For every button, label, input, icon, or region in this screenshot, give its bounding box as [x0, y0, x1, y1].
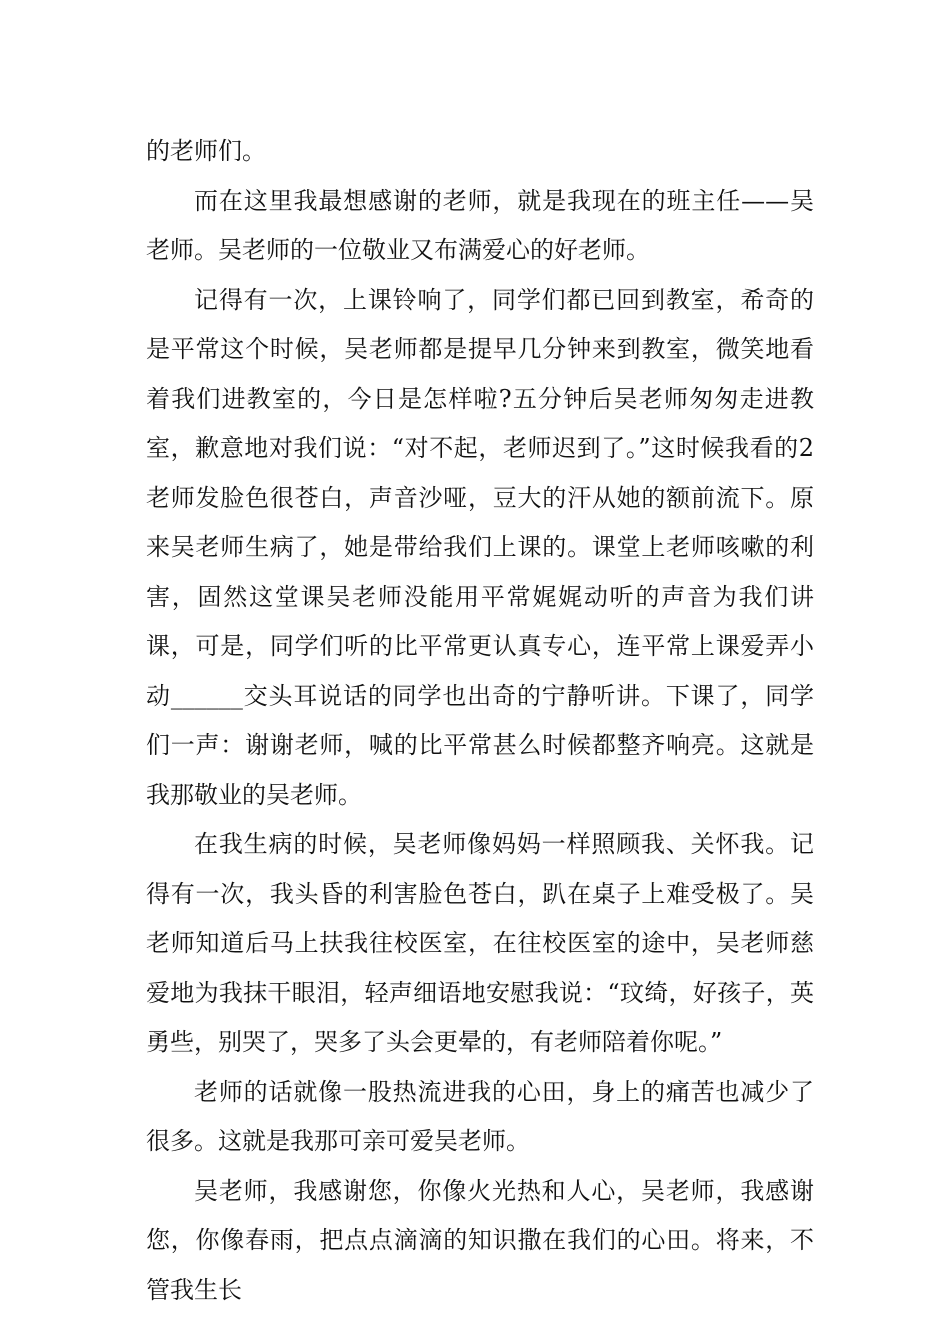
paragraph-6: 吴老师，我感谢您，你像火光热和人心，吴老师，我感谢您，你像春雨，把点点滴滴的知识撒在我们的心田。将来，不管我生长	[146, 1176, 814, 1304]
paragraph-1: 的老师们。	[146, 137, 266, 165]
paragraph-3: 记得有一次，上课铃响了，同学们都已回到教室，希奇的是平常这个时候，吴老师都是提早几分钟来到教室，微笑地看着我们进教室的，今日是怎样啦?五分钟后吴老师匆匆走进教室，歉意地对我们说：“对不起，老师迟到了。”这时候我看的2老师发脸色很苍白，声音沙哑，豆大的汗从她的额前流下。原来吴老师生病了，她是带给我们上课的。课堂上老师咳嗽的利害，固然这堂课吴老师没能用平常娓娓动听的声音为我们讲课，可是，同学们听的比平常更认真专心，连平常上课爱弄小动______交头耳说话的同学也出奇的宁静听讲。下课了，同学们一声：谢谢老师，喊的比平常甚么时候都整齐响亮。这就是我那敬业的吴老师。	[146, 285, 814, 809]
paragraph-5: 老师的话就像一股热流进我的心田，身上的痛苦也减少了很多。这就是我那可亲可爱吴老师。	[146, 1077, 814, 1155]
paragraph-4: 在我生病的时候，吴老师像妈妈一样照顾我、关怀我。记得有一次，我头昏的利害脸色苍白，趴在桌子上难受极了。吴老师知道后马上扶我往校医室，在往校医室的途中，吴老师慈爱地为我抹干眼泪，轻声细语地安慰我说：“玟绮，好孩子，英勇些，别哭了，哭多了头会更晕的，有老师陪着你呢。”	[146, 830, 814, 1056]
document-body	[146, 127, 814, 1315]
paragraph-2: 而在这里我最想感谢的老师，就是我现在的班主任——吴老师。吴老师的一位敬业又布满爱心的好老师。	[146, 186, 814, 264]
